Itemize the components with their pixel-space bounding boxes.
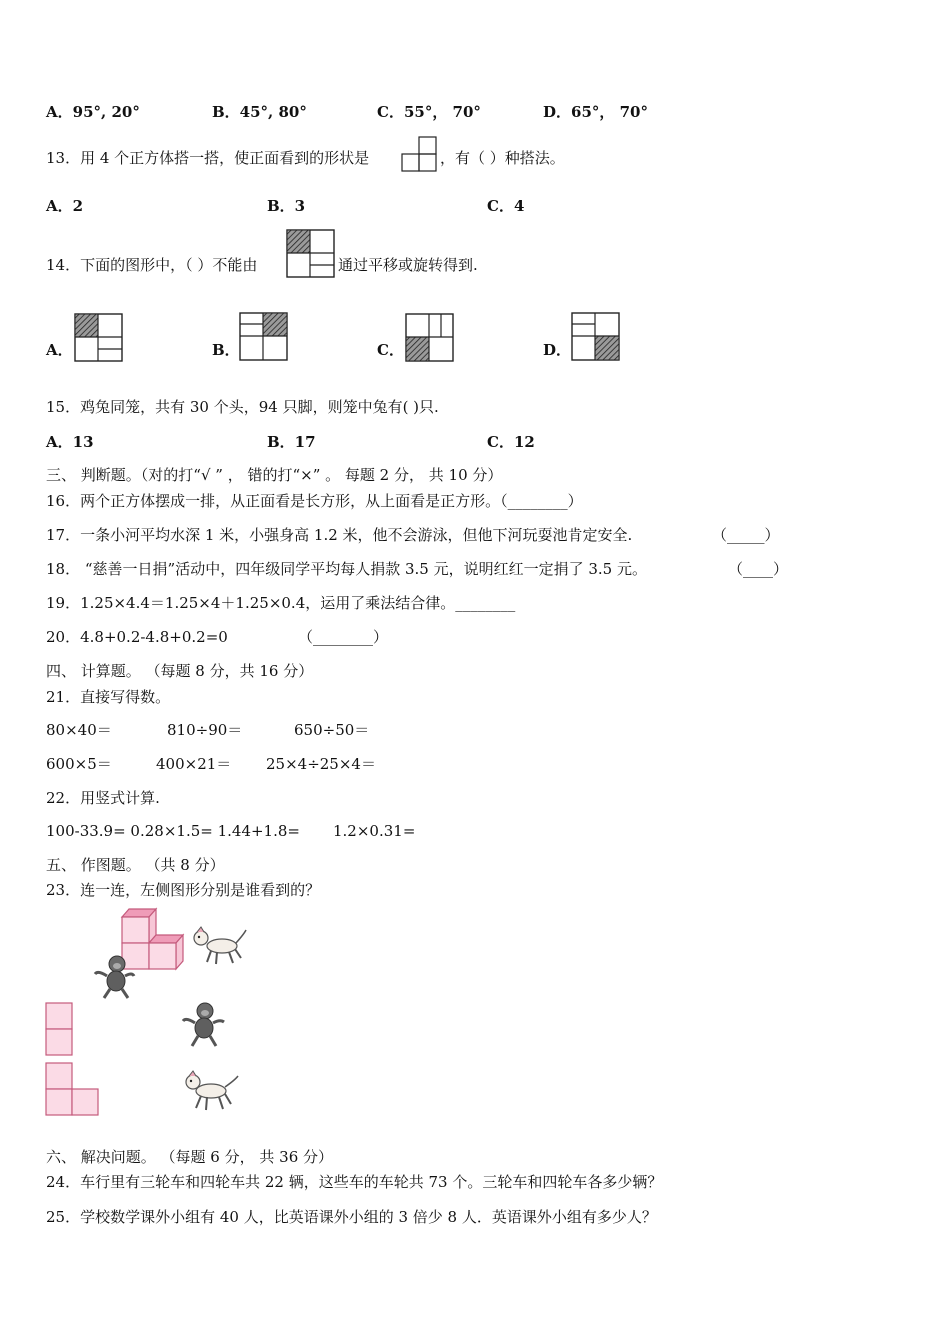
q14-reference-figure <box>286 229 336 279</box>
q15-option-c[interactable]: C．12 <box>487 433 535 451</box>
calc-item: 810÷90＝ <box>167 721 243 739</box>
section5-heading: 五、 作图题。 （共 8 分） <box>46 856 225 874</box>
monkey-icon <box>92 954 138 1000</box>
q22-text: 22．用竖式计算. <box>46 789 160 807</box>
q25-text: 25．学校数学课外小组有 40 人，比英语课外小组的 3 倍少 8 人．英语课外小组有多少人？ <box>46 1208 657 1226</box>
q14-option-d-figure[interactable] <box>571 312 621 362</box>
q23-text: 23．连一连，左侧图形分别是谁看到的？ <box>46 881 321 899</box>
q13-option-b[interactable]: B．3 <box>267 197 306 215</box>
calc-item: 80×40＝ <box>46 721 112 739</box>
calc-item: 100-33.9= 0.28×1.5= 1.44+1.8= <box>46 822 300 840</box>
q18-answer-blank[interactable]: （____） <box>728 560 789 578</box>
q12-option-c[interactable]: C．55°， 70° <box>377 103 481 121</box>
q14-option-b-figure[interactable] <box>239 312 289 362</box>
q13-option-c[interactable]: C．4 <box>487 197 525 215</box>
q20-answer-blank[interactable]: （________） <box>298 628 389 646</box>
q13-suffix: ，有（ ）种搭法。 <box>440 149 565 167</box>
q12-option-d[interactable]: D．65°， 70° <box>543 103 648 121</box>
calc-item: 650÷50＝ <box>294 721 370 739</box>
q13-shape-figure <box>401 136 439 172</box>
q14-option-c-figure[interactable] <box>405 313 455 363</box>
q12-option-a[interactable]: A．95°, 20° <box>46 103 140 121</box>
q24-text: 24．车行里有三轮车和四轮车共 22 辆，这些车的车轮共 73 个。三轮车和四轮车各多少辆？ <box>46 1173 663 1191</box>
q14-option-c-label[interactable]: C． <box>377 341 404 359</box>
view-figure-l-shape <box>45 1062 101 1118</box>
q13-prefix: 13．用 4 个正方体搭一搭，使正面看到的形状是 <box>46 149 370 167</box>
section3-heading: 三、 判断题。（对的打“√ ” ， 错的打“×” 。 每题 2 分， 共 10 分） <box>46 466 503 484</box>
q14-prefix: 14．下面的图形中，（ ）不能由 <box>46 256 258 274</box>
q12-option-b[interactable]: B．45°, 80° <box>212 103 307 121</box>
q14-suffix: 通过平移或旋转得到. <box>338 256 478 274</box>
q15-option-a[interactable]: A．13 <box>46 433 94 451</box>
dog-icon <box>189 926 249 968</box>
q19-text: 19．1.25×4.4＝1.25×4＋1.25×0.4，运用了乘法结合律。________ <box>46 594 516 612</box>
section4-heading: 四、 计算题。 （每题 8 分，共 16 分） <box>46 662 314 680</box>
q18-text: 18． “慈善一日捐”活动中，四年级同学平均每人捐款 3.5 元，说明红红一定捐了 3.5 元。 <box>46 560 647 578</box>
q14-option-d-label[interactable]: D． <box>543 341 572 359</box>
q14-option-a-label[interactable]: A． <box>46 341 73 359</box>
q15-option-b[interactable]: B．17 <box>267 433 316 451</box>
calc-item: 25×4÷25×4＝ <box>266 755 376 773</box>
view-figure-column <box>45 1002 75 1058</box>
q14-option-a-figure[interactable] <box>74 313 124 363</box>
q21-text: 21．直接写得数。 <box>46 688 171 706</box>
q13-option-a[interactable]: A．2 <box>46 197 84 215</box>
monkey-icon <box>180 1001 228 1049</box>
calc-item: 600×5＝ <box>46 755 112 773</box>
q17-text: 17．一条小河平均水深 1 米，小强身高 1.2 米，他不会游泳，但他下河玩耍池肯定安全. <box>46 526 633 544</box>
q20-text: 20．4.8+0.2-4.8+0.2=0 <box>46 628 228 646</box>
calc-item: 400×21＝ <box>156 755 232 773</box>
q14-option-b-label[interactable]: B． <box>212 341 240 359</box>
calc-item: 1.2×0.31= <box>333 822 416 840</box>
q16-text: 16．两个正方体摆成一排，从正面看是长方形，从上面看是正方形。（________） <box>46 492 583 510</box>
section6-heading: 六、 解决问题。 （每题 6 分， 共 36 分） <box>46 1148 334 1166</box>
dog-icon <box>181 1070 241 1114</box>
q15-text: 15．鸡兔同笼，共有 30 个头，94 只脚，则笼中兔有( )只. <box>46 398 439 416</box>
q17-answer-blank[interactable]: （_____） <box>712 526 780 544</box>
